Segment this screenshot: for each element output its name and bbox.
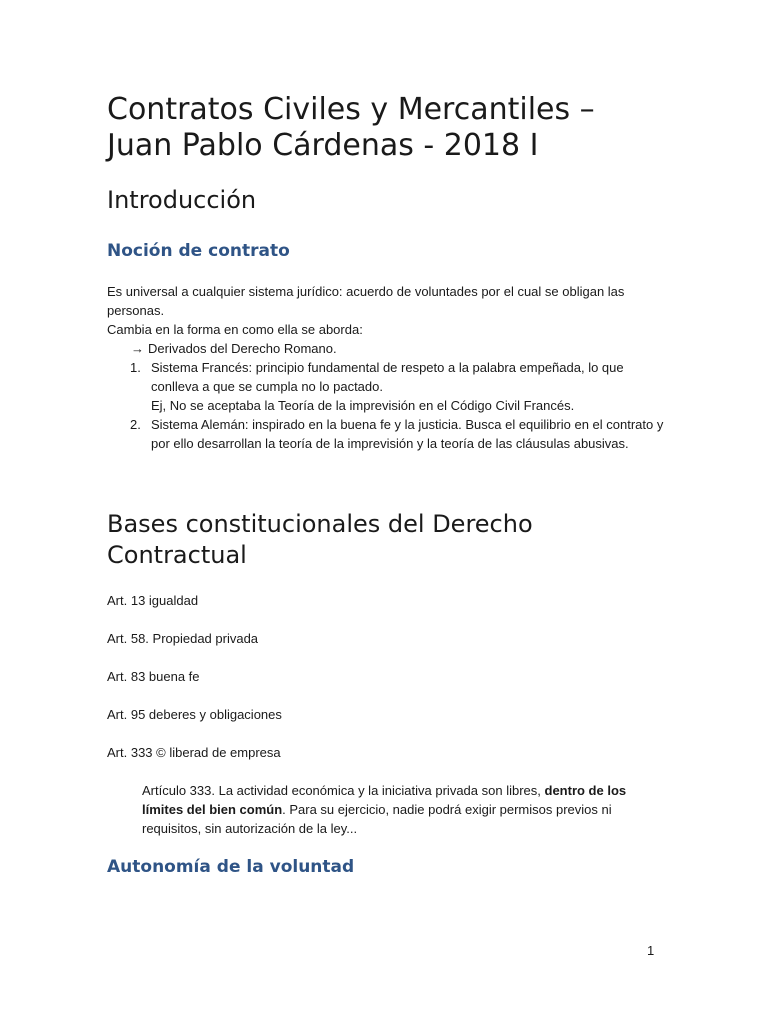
list-number: 1. [130, 360, 141, 375]
autonomia-heading: Autonomía de la voluntad [107, 857, 355, 877]
arrow-item-text: Derivados del Derecho Romano. [148, 341, 337, 356]
article-58: Art. 58. Propiedad privada [107, 631, 259, 646]
nocion-paragraph-1: Es universal a cualquier sistema jurídico: acuerdo de voluntades por el cual se obligan las personas. [107, 284, 625, 318]
page-number: 1 [647, 943, 655, 958]
nocion-paragraph-2: Cambia en la forma en como ella se aborda: [107, 322, 363, 337]
right-arrow-icon: → [131, 341, 144, 356]
bases-heading-line-2: Contractual [107, 541, 247, 569]
article-13: Art. 13 igualdad [107, 593, 199, 608]
intro-heading: Introducción [107, 186, 257, 214]
article-333-quote [142, 781, 667, 838]
title-line-1: Contratos Civiles y Mercantiles – [107, 92, 595, 127]
document-title [107, 92, 667, 164]
list-item [107, 415, 667, 453]
article-83: Art. 83 buena fe [107, 669, 200, 684]
list-item-text: Sistema Alemán: inspirado en la buena fe y la justicia. Busca el equilibrio en el contrato y por ello desarrollan la teoría de la imprevisión y la teoría de las cláusulas abusivas. [151, 417, 664, 451]
page-content [107, 92, 667, 878]
quote-bold-text: dentro de los límites del bien común [142, 783, 627, 817]
article-333: Art. 333 © liberad de empresa [107, 745, 281, 760]
nocion-heading: Noción de contrato [107, 241, 290, 261]
arrow-list-item [131, 339, 667, 358]
quote-text-end: . Para su ejercicio, nadie podrá exigir permisos previos ni requisitos, sin autorización de la ley... [142, 802, 612, 836]
list-item-text: Sistema Francés: principio fundamental de respeto a la palabra empeñada, lo que conlleva a que se cumpla no lo pactado. [151, 360, 624, 394]
systems-list [107, 358, 667, 453]
quote-text-start: Artículo 333. La actividad económica y la iniciativa privada son libres, [142, 783, 545, 798]
bases-heading-line-1: Bases constitucionales del Derecho [107, 510, 533, 538]
list-item [107, 358, 667, 415]
list-item-example: Ej, No se aceptaba la Teoría de la imprevisión en el Código Civil Francés. [151, 398, 575, 413]
bases-heading [107, 509, 667, 571]
article-95: Art. 95 deberes y obligaciones [107, 707, 282, 722]
title-line-2: Juan Pablo Cárdenas - 2018 I [107, 128, 539, 163]
list-number: 2. [130, 417, 141, 432]
